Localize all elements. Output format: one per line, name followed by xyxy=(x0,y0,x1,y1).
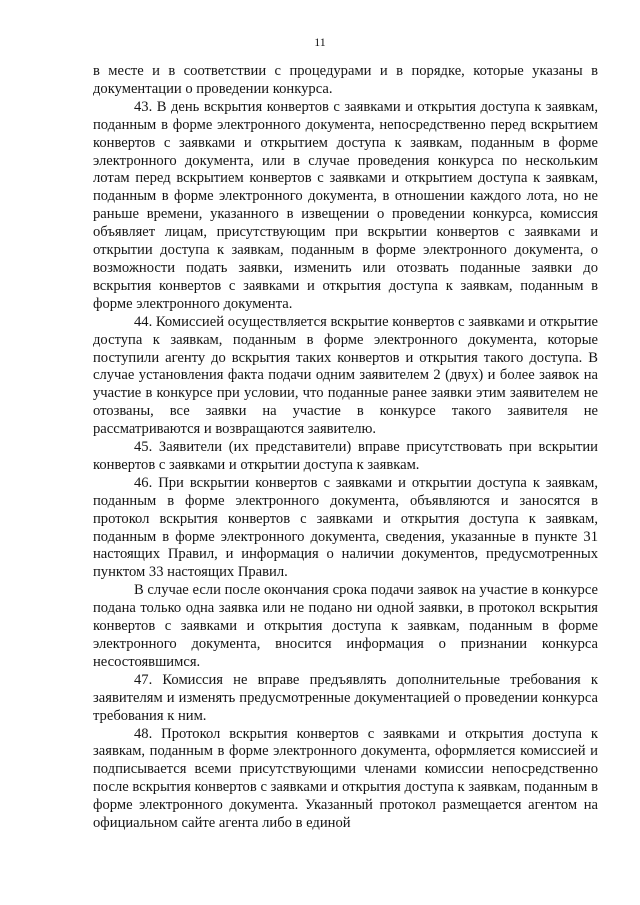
paragraph-item-43: 43. В день вскрытия конвертов с заявками и открытия доступа к заявкам, поданным в форме электронного документа, непосредственно перед вскрытием конвертов с заявками и открытием доступа к заявкам, поданным в форме электронного документа, или в случае проведения конкурса по нескольким лотам перед вскрытием конвертов с заявками и открытием доступа к заявкам, поданным в форме электронного документа, в отношении каждого лота, но не раньше времени, указанного в извещении о проведении конкурса, комиссия объявляет лицам, присутствующим при вскрытии конвертов с заявками и открытии доступа к заявкам, поданным в форме электронного документа, о возможности подать заявки, изменить или отозвать поданные заявки до вскрытия конвертов с заявками и открытия доступа к заявкам, поданным в форме электронного документа. xyxy=(93,98,598,312)
paragraph-item-48: 48. Протокол вскрытия конвертов с заявками и открытия доступа к заявкам, поданным в форме электронного документа, оформляется комиссией и подписывается всеми присутствующими членами комиссии непосредственно после вскрытия конвертов с заявками и открытия доступа к заявкам, поданным в форме электронного документа. Указанный протокол размещается агентом на официальном сайте агента либо в единой xyxy=(93,725,598,832)
document-body xyxy=(93,63,598,833)
paragraph-item-46-clause: В случае если после окончания срока подачи заявок на участие в конкурсе подана только одна заявка или не подано ни одной заявки, в протокол вскрытия конвертов с заявками и открытия доступа к заявкам, поданным в форме электронного документа, вносится информация о признании конкурса несостоявшимся. xyxy=(93,582,598,670)
page-number: 11 xyxy=(314,35,326,49)
paragraph-continuation: в месте и в соответствии с процедурами и в порядке, которые указаны в документации о проведении конкурса. xyxy=(93,63,598,97)
paragraph-item-47: 47. Комиссия не вправе предъявлять дополнительные требования к заявителям и изменять предусмотренные документацией о проведении конкурса требования к ним. xyxy=(93,671,598,724)
paragraph-item-44: 44. Комиссией осуществляется вскрытие конвертов с заявками и открытие доступа к заявкам, поданным в форме электронного документа, которые поступили агенту до вскрытия таких конвертов и открытия такого доступа. В случае установления факта подачи одним заявителем 2 (двух) и более заявок на участие в конкурсе при условии, что поданные ранее заявки этим заявителем не отозваны, все заявки на участие в конкурсе такого заявителя не рассматриваются и возвращаются заявителю. xyxy=(93,313,598,438)
paragraph-item-46: 46. При вскрытии конвертов с заявками и открытии доступа к заявкам, поданным в форме электронного документа, объявляются и заносятся в протокол вскрытия конвертов с заявками и открытия доступа к заявкам, поданным в форме электронного документа, сведения, указанные в пункте 31 настоящих Правил, и информация о наличии документов, предусмотренных пунктом 33 настоящих Правил. xyxy=(93,474,598,581)
paragraph-item-45: 45. Заявители (их представители) вправе присутствовать при вскрытии конвертов с заявками и открытии доступа к заявкам. xyxy=(93,439,598,473)
